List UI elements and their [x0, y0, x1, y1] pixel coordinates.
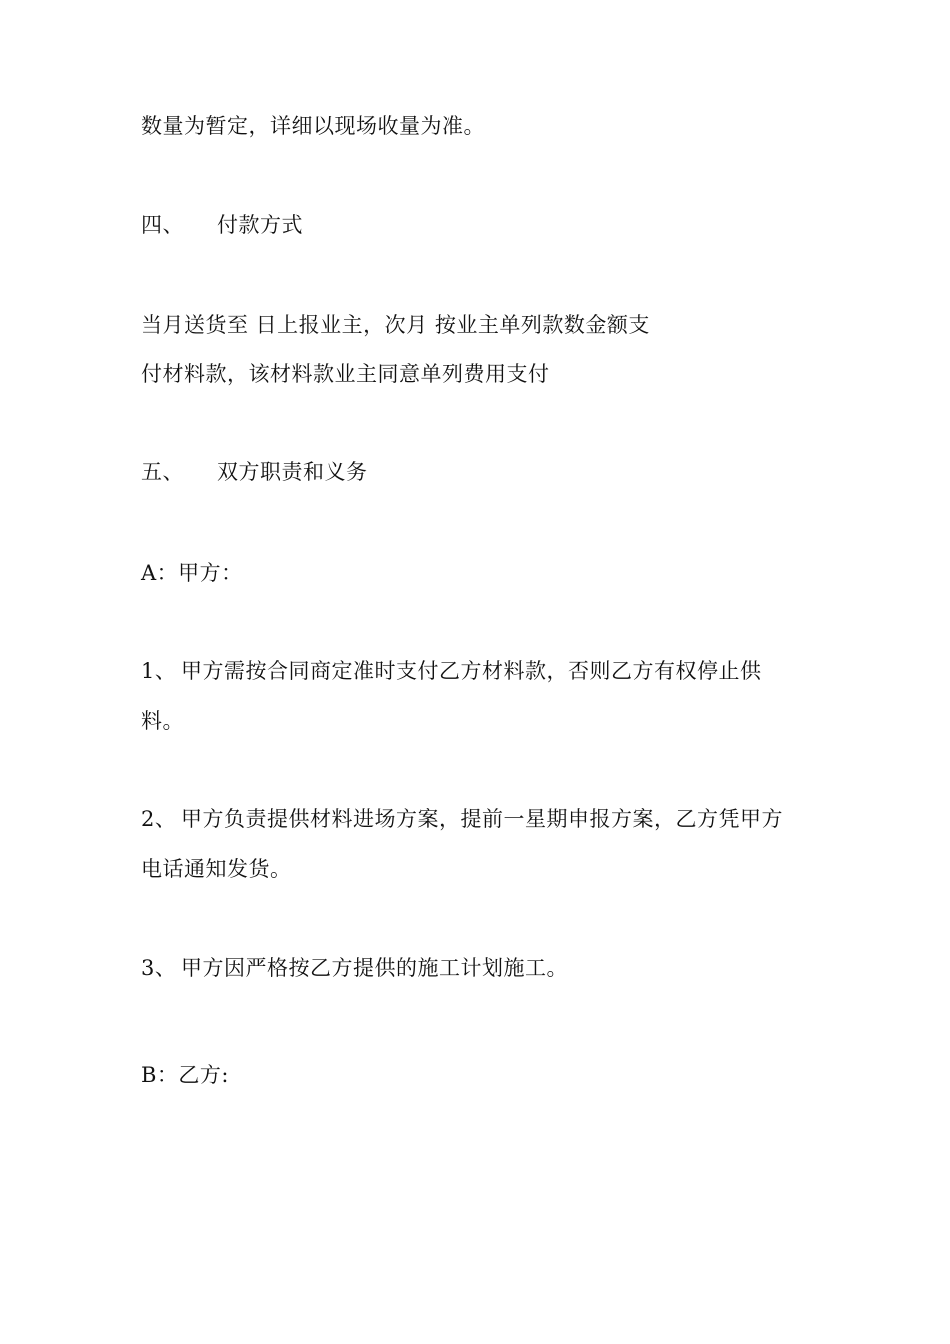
item-2-text: 甲方负责提供材料进场方案，提前一星期申报方案，乙方凭甲方: [181, 807, 783, 831]
party-a-item-2: [141, 806, 783, 832]
party-a-item-2-continued: 电话通知发货。: [141, 857, 292, 881]
payment-line-1: 当月送货至 日上报业主，次月 按业主单列款数金额支: [141, 313, 650, 337]
section-4-number: 四、: [141, 213, 184, 237]
section-5-heading: [141, 459, 368, 485]
party-a-item-1: [141, 658, 762, 684]
section-5-title: 双方职责和义务: [217, 460, 368, 484]
section-5-number: 五、: [141, 460, 184, 484]
party-a-item-3: [141, 955, 568, 981]
section-4-title: 付款方式: [217, 213, 303, 237]
item-1-text: 甲方需按合同商定准时支付乙方材料款，否则乙方有权停止供: [181, 659, 762, 683]
party-a-label: A：甲方：: [141, 561, 243, 585]
item-2-number: 2、: [141, 807, 177, 831]
item-1-number: 1、: [141, 659, 177, 683]
payment-line-2: 付材料款，该材料款业主同意单列费用支付: [141, 362, 550, 386]
section-4-heading: [141, 212, 303, 238]
item-3-text: 甲方因严格按乙方提供的施工计划施工。: [181, 956, 568, 980]
party-a-item-1-continued: 料。: [141, 709, 184, 733]
party-b-label: B：乙方:: [141, 1063, 230, 1087]
quantity-note: 数量为暂定，详细以现场收量为准。: [141, 114, 485, 138]
item-3-number: 3、: [141, 956, 177, 980]
